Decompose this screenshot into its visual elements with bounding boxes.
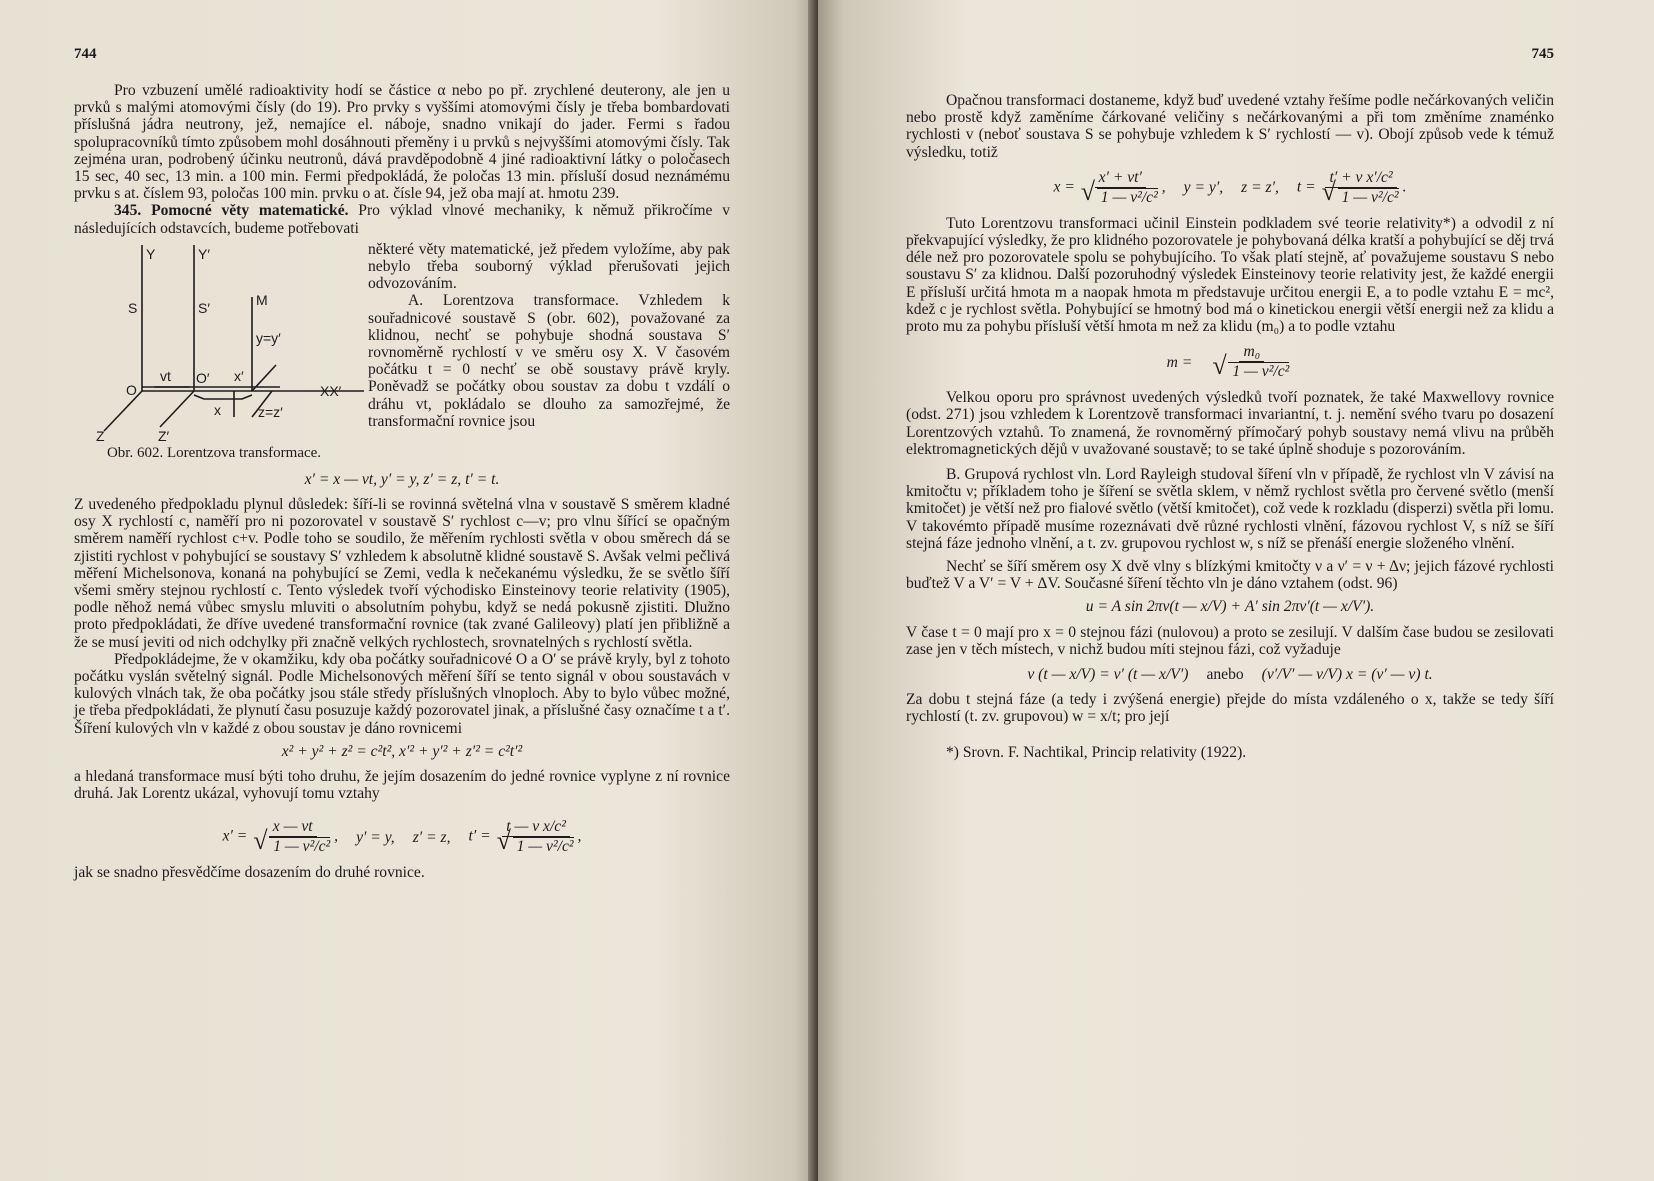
figure-602-block bbox=[74, 241, 730, 465]
paragraph-phase: V čase t = 0 mají pro x = 0 stejnou fázi (nulovou) a proto se zesilují. V dalším čase budou se zesilovati zase jen v těch místech, v nichž budou míti stejnou fázi, což vyžaduje bbox=[906, 623, 1554, 658]
fig-label-Zprime: Z′ bbox=[158, 427, 170, 444]
lt-t-num: t — v x/c² bbox=[502, 818, 570, 837]
inv-t-num: t′ + v x′/c² bbox=[1325, 169, 1396, 188]
inv-x-sqrt: √ 1 — v²/c² bbox=[1097, 188, 1158, 207]
lorentz-figure bbox=[74, 241, 364, 447]
fig-label-Oprime: O′ bbox=[196, 369, 210, 386]
paragraph-transformation: a hledaná transformace musí býti toho druhu, že jejím dosazením do jedné rovnice vyplyne z ní rovnice druhá. Jak Lorentz ukázal, vyhovují tomu vztahy bbox=[74, 768, 730, 803]
fig-label-O: O bbox=[126, 381, 137, 398]
inv-y: y = y′, bbox=[1183, 179, 1224, 197]
fig-label-z-eq: z=z′ bbox=[258, 403, 283, 420]
mass-lhs: m = bbox=[1166, 353, 1193, 371]
lt-x-num: x — vt bbox=[269, 818, 317, 837]
inv-x: x = x′ + vt′ √ 1 — v²/c² , bbox=[1054, 169, 1166, 207]
inv-t-sqrt: √ 1 — v²/c² bbox=[1338, 188, 1399, 207]
paragraph-signal: Předpokládejme, že v okamžiku, kdy oba počátky souřadnicové O a O′ se právě kryly, byl z tohoto počátku vyslán světelný signál. Podle Michelsonových měření šíří se tento signál v obou soustavách v kulových vlnách tak, že oba počátky jsou stále středy příslušných vlnoploch. Aby to bylo vůbec možné, je třeba předpokládati, že plynutí času posuzuje každý pozorovatel jinak, a příslušné časy označíme t a t′. Šíření kulových vln v každé z obou soustav je dáno rovnicemi bbox=[74, 650, 731, 737]
mass-sqrt: √ 1 — v²/c² bbox=[1228, 362, 1289, 381]
lt-t-prime: t′ = t — v x/c² √ 1 — v²/c² , bbox=[468, 818, 581, 856]
phase-condition bbox=[906, 666, 1554, 683]
fig-label-Y: Y bbox=[146, 245, 156, 262]
fig-text-1: některé věty matematické, jež předem vyložíme, aby pak nebylo třeba souborný výklad přerušovati jejich odvozováním. bbox=[368, 240, 730, 293]
fig-label-Yprime: Y′ bbox=[198, 245, 210, 262]
fig-label-Z: Z bbox=[96, 427, 105, 444]
fig-label-Sprime: S′ bbox=[198, 299, 210, 316]
figure-side-text bbox=[368, 241, 730, 430]
paragraph-two-waves: Nechť se šíří směrem osy X dvě vlny s blízkými kmitočty ν a ν′ = ν + Δν; jejich fázové rychlosti buďtež V a V′ = V + ΔV. Současné šíření těchto vln je dáno vztahem (odst. 96) bbox=[906, 558, 1554, 593]
paragraph-radioactivity: Pro vzbuzení umělé radioaktivity hodí se částice α nebo po př. zrychlené deuterony, ale jen u prvků s malými atomovými čísly (do 19). Pro prvky s vyššími atomovými čísly je třeba bombardovati příslušná jádra neutrony, jež, nemajíce el. náboje, snadno vnikají do jader. Fermi s řadou spolupracovníků tímto způsobem mohl dosáhnouti přeměny i u prvků s nejvyššími atomovými čísly. Tak zejména uran, podrobený účinku neutronů, dává pravděpodobně 4 jiné radioaktivní látky o poločasech 15 sec, 40 sec, 13 min. a 100 min. Fermi předpokládá, že poločas 13 min. přísluší dosud neznámému prvku s at. číslem 93, poločas 100 min. prvku o at. čísle 94, jež oba mají at. hmotu 239. bbox=[74, 82, 730, 203]
fig-label-XX: XX′ bbox=[320, 382, 342, 399]
paragraph-group-speed: Za dobu t stejná fáze (a tedy i zvýšená energie) přejde do místa vzdáleného o x, takže se tedy šíří rychlostí (t. zv. grupovou) w = x/t; pro její bbox=[906, 691, 1554, 726]
paragraph-group-velocity: B. Grupová rychlost vln. Lord Rayleigh studoval šíření vln v případě, že rychlost vln V závisí na kmitočtu ν; příkladem toho je šíření se světla sklem, v němž rychlost světla pro červené světlo (menší kmitočet) je větší než pro fialové světlo (větší kmitočet), což vede k rozkladu (disperzi) světla při lomu. V takovémto případě musíme rozeznávati dvě různé rychlosti vlnění, fázovou rychlost V, s níž se šíří stejná fáze jednoho vlnění, a t. zv. grupovou rychlost w, s níž se přenáší energie složeného vlnění. bbox=[906, 466, 1554, 552]
phase-eq-or: anebo bbox=[1206, 666, 1244, 684]
inv-t: t = t′ + v x′/c² √ 1 — v²/c² . bbox=[1297, 169, 1407, 207]
fig-label-S: S bbox=[128, 299, 138, 316]
lt-t-sqrt: √ 1 — v²/c² bbox=[513, 837, 574, 856]
paragraph-inverse: Opačnou transformaci dostaneme, když buď uvedené vztahy řešíme podle nečárkovaných veličin nebo prostě když zaměníme čárkované veličiny s nečárkovanými a při tom změníme znaménko rychlosti v (neboť soustava S se pohybuje vzhledem k S′ rychlostí — v). Obojí způsob vede k témuž výsledku, totiž bbox=[906, 92, 1554, 161]
sphere-equation: x² + y² + z² = c²t², x′² + y′² + z′² = c²t′² bbox=[281, 742, 523, 760]
lt-x-sqrt: √ 1 — v²/c² bbox=[269, 837, 330, 856]
paragraph-einstein: Tuto Lorentzovu transformaci učinil Einstein podkladem své teorie relativity*) a odvodil z ní překvapující výsledky, že pro klidného pozorovatele je pohybovaná délka kratší a pohybující se děj trvá déle než pro pozorovatele spolu se pohybujícího. To však platí stejně, ať považujeme soustavu S nebo soustavu S′ za klidnou. Další pozoruhodný výsledek Einsteinovy teorie relativity jest, že každé energii E přísluší určitá hmota m a naopak hmota m představuje určitou energii E, a to podle vztahu E = mc², kdež c je rychlost světla. Pohybující se hmotný bod má o kinetickou energii větší energii než za klidu a proto mu za pohybu přísluší větší hmota m než za klidu (m₀) a to podle vztahu bbox=[906, 214, 1554, 336]
phase-eq-right: (ν′/V′ — ν/V) x = (ν′ — ν) t. bbox=[1261, 666, 1433, 684]
lorentz-formula bbox=[74, 818, 730, 856]
fig-label-x: x bbox=[214, 401, 221, 418]
lt-y-prime: y′ = y, bbox=[356, 828, 395, 846]
fig-text-2: A. Lorentzova transformace. Vzhledem k souřadnicové soustavě S (obr. 602), považované za klidnou, nechť se pohybuje shodná soustava S′ rovnoměrně rychlostí v ve směru osy X. V časovém počátku t = 0 nechť se obě soustavy právě kryly. Poněvadž se počátky obou soustav za dobu t vzdálí o dráhu vt, pokládalo se dlouho za samozřejmé, že transformační rovnice jsou bbox=[368, 292, 730, 430]
mass-formula bbox=[906, 343, 1554, 381]
inv-x-num: x′ + vt′ bbox=[1095, 169, 1146, 188]
section-title: Pomocné věty matematické. bbox=[151, 202, 349, 220]
inv-z: z = z′, bbox=[1241, 179, 1279, 197]
paragraph-michelson: Z uvedeného předpokladu plynul důsledek: šíří-li se rovinná světelná vlna v soustavě S směrem kladné osy X rychlostí c, naměří pro ni pozorovatel v soustavě S′ rychlost c—v; pro vlnu šířící se opačným směrem naměří rychlost c+v. Podle toho se soudilo, že měřením rychlosti světla v obou směrech dá se zjistiti rychlost v pohybující se soustavy S′ vzhledem k absolutně klidné soustavě S. Avšak velmi pečlivá měření Michelsonova, konaná na pohybující se Zemi, vedla k nečekanému výsledku, že se světlo šíří všemi směry stejnou rychlostí c. Tento výsledek tvoří východisko Einsteinovy teorie relativity (1905), podle něhož nemá vůbec smyslu mluviti o absolutním pohybu, když se nedá pokusně zjistiti. Dlužno proto předpokládati, že dříve uvedené transformační rovnice (tak zvané Galileovy) platí jen přibližně a že se musí jeviti od nich odchylky při značně velkých rychlostech, srovnatelných s rychlostí světla. bbox=[74, 496, 730, 651]
section-intro-text: Pro výklad vlnové mechaniky, k němuž přikročíme v následujících odstavcích, budeme potřebovati bbox=[74, 202, 730, 237]
phase-eq-left: ν (t — x/V) = ν′ (t — x/V′) bbox=[1027, 666, 1189, 684]
figure-caption: Obr. 602. Lorentzova transformace. bbox=[106, 444, 322, 461]
footnote: *) Srovn. F. Nachtikal, Princip relativity (1922). bbox=[946, 743, 1247, 761]
mass-num: m₀ bbox=[1239, 343, 1264, 362]
section-345-intro bbox=[74, 202, 730, 236]
paragraph-maxwell: Velkou oporu pro správnost uvedených výsledků tvoří poznatek, že také Maxwellovy rovnice (odst. 271) jsou vzhledem k Lorentzově transformaci invariantní, t. j. nemění svého tvaru po dosazení Lorentzových vztahů. To znamená, že rovnoměrný přímočarý pohyb soustavy nemá vlivu na průběh elektromagnetických dějů v uvažované soustavě; to se také úplně shoduje s pozorováním. bbox=[906, 389, 1554, 458]
fig-label-y-eq: y=y′ bbox=[256, 329, 281, 346]
wave-equation: u = A sin 2πν(t — x/V) + A′ sin 2πν′(t — x/V′). bbox=[1085, 598, 1375, 616]
galilean-equation: x′ = x — vt, y′ = y, z′ = z, t′ = t. bbox=[304, 470, 500, 488]
paragraph-check: jak se snadno přesvědčíme dosazením do druhé rovnice. bbox=[74, 864, 425, 882]
lt-x-prime: x′ = x — vt √ 1 — v²/c² , bbox=[223, 818, 339, 856]
inverse-lorentz-formula bbox=[906, 169, 1554, 207]
lt-z-prime: z′ = z, bbox=[412, 828, 451, 846]
fig-label-xprime: x′ bbox=[234, 367, 244, 384]
page-number-left: 744 bbox=[74, 46, 97, 62]
right-page bbox=[818, 0, 1654, 1181]
section-number: 345. bbox=[114, 202, 142, 220]
page-number-right: 745 bbox=[1531, 46, 1554, 62]
fig-label-M: M bbox=[256, 291, 268, 308]
left-page bbox=[0, 0, 818, 1181]
fig-label-vt: vt bbox=[160, 367, 171, 384]
